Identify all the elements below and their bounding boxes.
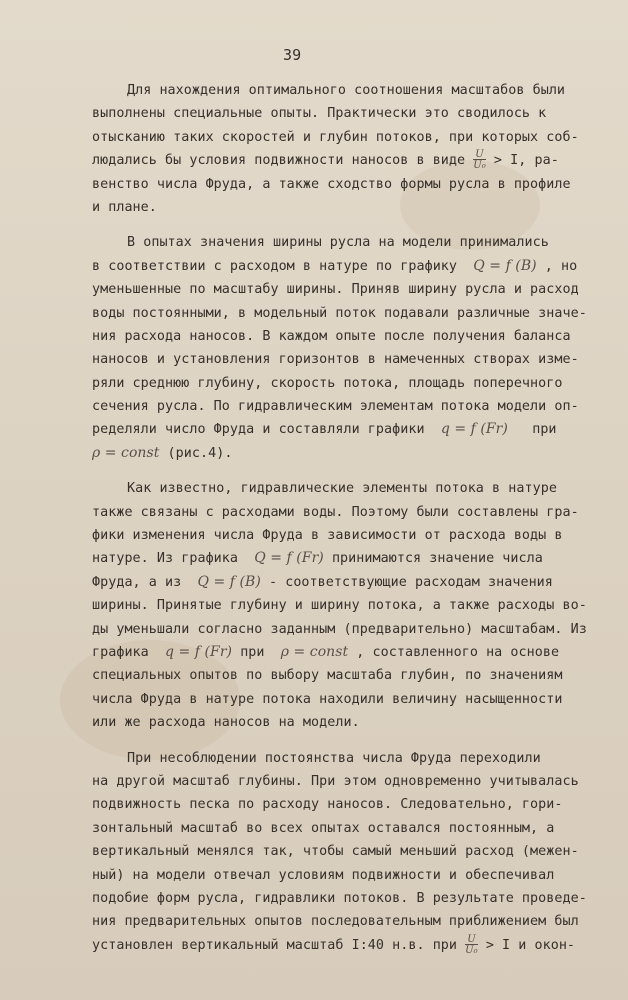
line-text: подобие форм русла, гидравлики потоков. В результате проведе- [92, 890, 587, 906]
line-text: ределяли число Фруда и составляли графики [92, 422, 441, 438]
line-text: установлен вертикальный масштаб I:40 н.в. при [92, 937, 466, 953]
text-line [92, 770, 579, 793]
line-text: и плане. [92, 199, 157, 215]
text-line [92, 641, 566, 664]
handwritten-formula: ρ = const [92, 444, 160, 461]
fraction-denominator: U₀ [473, 160, 486, 172]
line-text: фики изменения числа Фруда в зависимости от расхода воды в [92, 528, 563, 544]
line-text: на другой масштаб глубины. При этом одновременно учитывалась [92, 773, 579, 789]
line-text: ширины. Принятые глубину и ширину потока, а также расходы во- [92, 598, 587, 614]
handwritten-formula: Q = f (Fr) [254, 550, 324, 567]
line-text: ния расхода наносов. В каждом опыте после получения баланса [92, 328, 571, 344]
line-text: Для нахождения оптимального соотношения масштабов были [127, 83, 566, 98]
text-line [92, 910, 579, 933]
fraction [465, 935, 478, 955]
text-line [92, 372, 566, 395]
fraction-denominator: U₀ [465, 944, 478, 956]
line-text: венство числа Фруда, а также сходство формы русла в профиле [92, 176, 571, 192]
text-line [92, 477, 566, 500]
line-text: в соответствии с расходом в натуре по графику [92, 258, 474, 274]
text-line [92, 864, 566, 887]
text-line [92, 747, 566, 770]
line-text: ряли среднюю глубину, скорость потока, площадь поперечного [92, 375, 563, 391]
line-text: В опытах значения ширины русла на модели принимались [127, 235, 549, 251]
handwritten-formula: Q = f (B) [197, 573, 261, 590]
text-line [92, 793, 566, 816]
text-line [92, 348, 579, 371]
paragraph-gap [92, 219, 566, 231]
text-line [92, 149, 566, 172]
line-text: - соответствующие расходам значения [260, 574, 553, 590]
text-line [92, 524, 566, 547]
text-line [92, 418, 566, 441]
text-line [92, 664, 566, 687]
text-line [92, 840, 579, 863]
text-line [92, 79, 566, 102]
text-line [92, 231, 566, 254]
text-line [92, 594, 587, 617]
text-line [92, 395, 579, 418]
handwritten-formula: ρ = const [280, 643, 349, 660]
text-line [92, 711, 566, 734]
text-line [92, 547, 566, 570]
text-line [92, 442, 566, 465]
line-text: людались бы условия подвижности наносов в виде [92, 153, 474, 169]
text-line [92, 173, 571, 196]
line-text: зонтальный масштаб во всех опытах оставался постоянным, а [92, 820, 555, 836]
line-text: ды уменьшали согласно заданным (предварительно) масштабам. Из [92, 621, 587, 637]
handwritten-formula: q = f (Fr) [440, 421, 508, 438]
line-text: > I и окон- [477, 937, 576, 953]
text-line [92, 817, 566, 840]
line-text: графика [92, 644, 166, 660]
text-line [92, 325, 571, 348]
line-text: > I, ра- [485, 153, 559, 169]
line-text: При несоблюдении постоянства числа Фруда переходили [127, 750, 541, 766]
line-text: сечения русла. По гидравлическим элементам потока модели оп- [92, 399, 579, 415]
fraction-numerator: U [475, 149, 484, 161]
text-line [92, 571, 566, 594]
line-text: подвижность песка по расходу наносов. Следовательно, гори- [92, 797, 563, 813]
text-line [92, 102, 566, 125]
text-line [92, 278, 579, 301]
fraction [473, 150, 486, 170]
line-text: ный) на модели отвечал условиям подвижности и обеспечивал [92, 867, 555, 883]
text-line [92, 126, 579, 149]
text-line [92, 501, 579, 524]
paragraph-gap [92, 465, 566, 477]
line-text: Фруда, а из [92, 574, 198, 590]
line-text: , но [536, 258, 578, 274]
text-line [92, 688, 566, 711]
text-line [92, 302, 587, 325]
text-line [92, 887, 587, 910]
line-text: принимаются значение числа [323, 551, 543, 567]
line-text: также связаны с расходами воды. Поэтому были составлены гра- [92, 504, 579, 520]
paragraph-gap [92, 735, 566, 747]
line-text: Как известно, гидравлические элементы потока в натуре [127, 481, 557, 497]
line-text: воды постоянными, в модельный поток подавали различные значе- [92, 305, 587, 321]
line-text: , составленного на основе [348, 644, 560, 660]
text-line [92, 255, 578, 278]
line-text: натуре. Из графика [92, 551, 255, 567]
text-line [92, 933, 576, 957]
line-text: или же расхода наносов на модели. [92, 715, 360, 731]
text-line [92, 618, 587, 641]
line-text: уменьшенные по масштабу ширины. Приняв ширину русла и расход [92, 282, 579, 298]
line-text: отысканию таких скоростей и глубин потоков, при которых соб- [92, 129, 579, 145]
handwritten-formula: q = f (Fr) [165, 643, 233, 660]
handwritten-formula: Q = f (B) [473, 257, 537, 274]
line-text: при [232, 644, 281, 660]
line-text: выполнены специальные опыты. Практически это сводилось к [92, 106, 547, 122]
line-text: ния предварительных опытов последовательным приближением был [92, 914, 579, 930]
line-text: числа Фруда в натуре потока находили величину насыщенности [92, 691, 563, 707]
line-text: специальных опытов по выбору масштаба глубин, по значениям [92, 668, 563, 684]
line-text: при [507, 422, 557, 438]
body-text [92, 79, 587, 957]
line-text: вертикальный менялся так, чтобы самый меньший расход (межен- [92, 844, 579, 860]
page-number: 39 [283, 46, 302, 64]
text-line [92, 196, 566, 219]
line-text: наносов и установления горизонтов в намеченных створах изме- [92, 352, 579, 368]
line-text: (рис.4). [159, 445, 233, 461]
fraction-numerator: U [467, 933, 476, 945]
